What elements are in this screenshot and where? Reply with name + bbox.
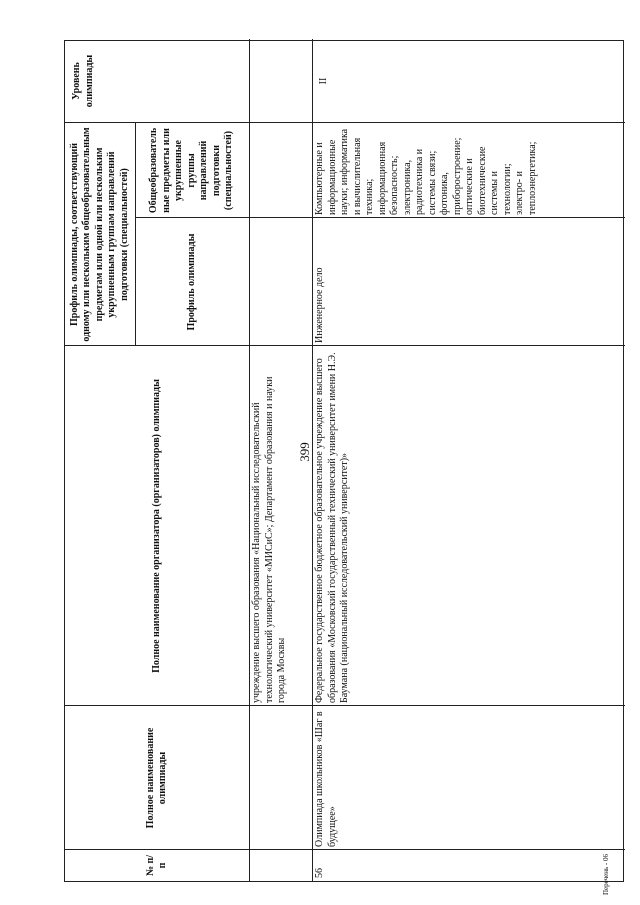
header-level: Уровень олимпиады bbox=[71, 54, 95, 108]
header-olympiad-name: Полное наименование олимпиады bbox=[144, 727, 168, 829]
header-number: № п/п bbox=[144, 854, 168, 877]
page-number: 399 bbox=[297, 442, 312, 462]
row-56-number: 56 bbox=[314, 868, 325, 878]
continuation-organizer: учреждение высшего образования «Национальный исследовательский технологический университет «МИСиС»; Департамент образования и науки города Москвы bbox=[251, 376, 287, 703]
header-profile: Профиль олимпиады bbox=[185, 233, 197, 331]
row-56-olympiad-name: Олимпиада школьников «Шаг в будущее» bbox=[314, 711, 338, 847]
footer-note: Перечень - 06 bbox=[602, 854, 610, 895]
document-page bbox=[64, 40, 624, 882]
header-profile-group: Профиль олимпиады, соответствующий одному или нескольким общеобразовательным предметам или одной или нескольким укрупненным группам направлений подготовки (специальностей) bbox=[68, 127, 130, 342]
olympiad-table bbox=[64, 40, 624, 882]
row-56-profile: Инженерное дело bbox=[314, 267, 325, 343]
row-56-subjects: Компьютерные и информационные науки; информатика и вычислительная техника; информационная безопасность; электроника, радиотехника и системы связи; фотоника, приборостроение; оптические и биотехнические системы и технологии; электро- и теплоэнергетика; bbox=[314, 128, 538, 215]
header-subjects: Общеобразователь ные предметы или укрупненные группы направлений подготовки (специальностей) bbox=[148, 127, 235, 214]
row-56-organizer: Федеральное государственное бюджетное образовательное учреждение высшего образования «Московский государственный технический университет имени Н.Э. Баумана (национальный исследовательский университет)» bbox=[314, 352, 350, 703]
row-56-level: II bbox=[318, 77, 329, 85]
header-organizer: Полное наименование организатора (организаторов) олимпиады bbox=[150, 379, 162, 673]
